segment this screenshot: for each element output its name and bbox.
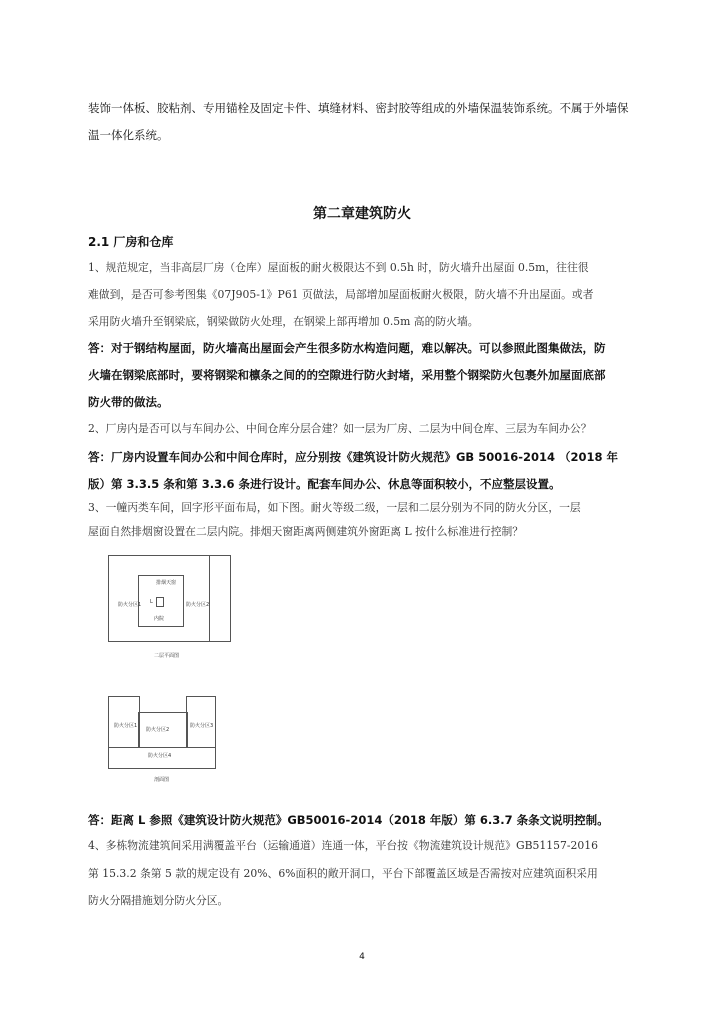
section-figure [106, 682, 242, 792]
intro-line-1: 装饰一体板、胶粘剂、专用锚栓及固定卡件、填缝材料、密封胶等组成的外墙保温装饰系统。不属于外墙保 [88, 101, 629, 115]
fig2-right-label: 防火分区3 [190, 723, 214, 729]
q2-line-1: 2、厂房内是否可以与车间办公、中间仓库分层合建？如一层为厂房、二层为中间仓库、三层为车间办公？ [88, 422, 592, 435]
q4-line-1: 4、多栋物流建筑间采用满覆盖平台（运输通道）连通一体，平台按《物流建筑设计规范》GB51157-2016 [88, 839, 598, 852]
q1-answer-line-1: 答：对于钢结构屋面，防火墙高出屋面会产生很多防水构造问题，难以解决。可以参照此图集做法，防 [88, 341, 606, 355]
q1-line-2: 难做到，是否可参考图集《07J905-1》P61 页做法，局部增加屋面板耐火极限，防火墙不升出屋面。或者 [88, 288, 594, 301]
skylight-mark [156, 597, 164, 607]
fig1-inner-top: 排烟天窗 [156, 580, 177, 586]
q2-answer-line-1: 答：厂房内设置车间办公和中间仓库时，应分别按《建筑设计防火规范》GB 50016-2014 （2018 年 [88, 450, 619, 464]
fig2-bottom-label: 防火分区4 [148, 753, 172, 759]
q1-line-1: 1、规范规定，当非高层厂房（仓库）屋面板的耐火极限达不到 0.5h 时，防火墙升出屋面 0.5m，往往很 [88, 261, 589, 274]
q3-line-2: 屋面自然排烟窗设置在二层内院。排烟天窗距离两侧建筑外窗距离 L 按什么标准进行控制？ [88, 525, 524, 538]
fig1-left-label: 防火分区1 [118, 602, 142, 608]
q4-line-3: 防火分隔措施划分防火分区。 [88, 894, 229, 907]
q1-answer-line-2: 火墙在钢梁底部时，要将钢梁和檩条之间的的空隙进行防火封堵，采用整个钢梁防火包裹外加屋面底部 [88, 368, 606, 382]
floor-plan-figure [106, 553, 242, 668]
section-title: 2.1 厂房和仓库 [88, 235, 174, 249]
q4-line-2: 第 15.3.2 条第 5 款的规定设有 20%、6%面积的敞开洞口，平台下部覆盖区域是否需按对应建筑面积采用 [88, 867, 598, 880]
fig1-inner-mid: L [150, 599, 153, 605]
fig2-left-label: 防火分区1 [114, 723, 138, 729]
q1-answer-line-3: 防火带的做法。 [88, 395, 169, 409]
fig1-inner-bottom: 内院 [154, 616, 165, 622]
q3-answer: 答：距离 L 参照《建筑设计防火规范》GB50016-2014（2018 年版）第 6.3.7 条条文说明控制。 [88, 813, 609, 827]
intro-line-2: 温一体化系统。 [88, 128, 169, 142]
q3-line-1: 3、一幢丙类车间，回字形平面布局，如下图。耐火等级二级，一层和二层分别为不同的防火分区，一层 [88, 501, 581, 514]
page-number: 4 [359, 952, 365, 962]
floor-plan-right-wing [208, 555, 231, 642]
q2-answer-line-2: 版）第 3.3.5 条和第 3.3.6 条进行设计。配套车间办公、休息等面积较小，不应整层设置。 [88, 477, 561, 491]
fig2-caption: 剖面图 [154, 777, 170, 783]
chapter-title: 第二章建筑防火 [313, 206, 411, 222]
fig1-caption: 二层平面图 [154, 653, 180, 659]
fig1-right-label: 防火分区2 [186, 602, 210, 608]
q1-line-3: 采用防火墙升至钢梁底，钢梁做防火处理，在钢梁上部再增加 0.5m 高的防火墙。 [88, 315, 479, 328]
fig2-center-label: 防火分区2 [146, 727, 170, 733]
